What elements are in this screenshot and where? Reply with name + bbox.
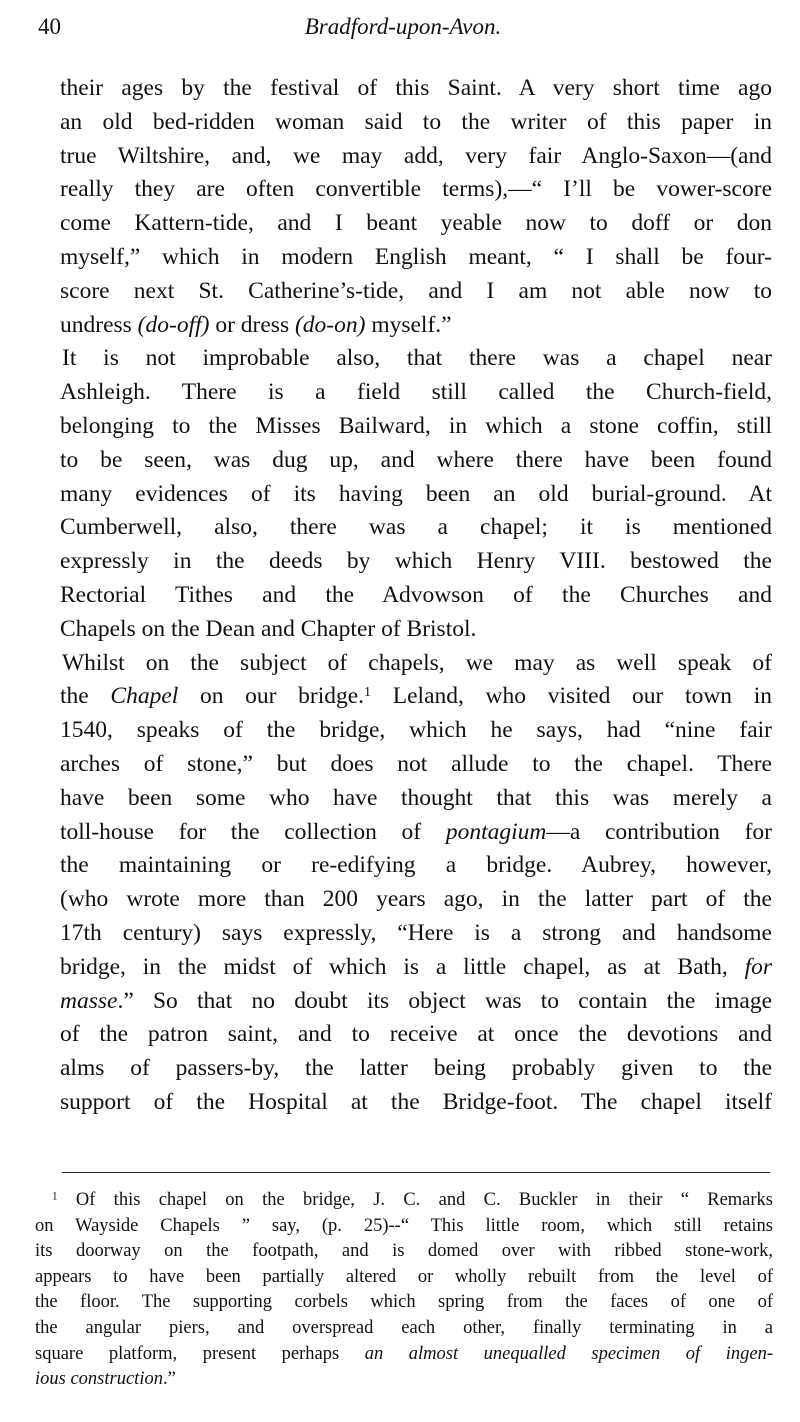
text-segment: its doorway on the footpath, and is domed over with ribbed stone-work, — [35, 1241, 773, 1262]
text-segment: of the patron saint, and to receive at once the devotions and — [60, 1021, 772, 1048]
footnote-line — [35, 1265, 773, 1291]
text-line — [60, 410, 772, 444]
text-segment: to be seen, was dug up, and where there have been found — [60, 446, 772, 473]
text-line — [60, 1086, 772, 1120]
text-segment: many evidences of its having been an old burial-ground. At — [60, 480, 772, 507]
text-segment: Ashleigh. There is a field still called the Church-field, — [60, 379, 772, 406]
text-segment: Whilst on the subject of chapels, we may as well speak of — [62, 649, 772, 676]
text-line — [60, 241, 772, 275]
text-line — [60, 478, 772, 512]
italic-text: (do-off) — [137, 311, 210, 338]
text-line — [60, 816, 772, 850]
text-line — [60, 748, 772, 782]
text-segment: toll-house for the collection of — [60, 818, 446, 845]
text-segment: the maintaining or re-edifying a bridge. Aubrey, however, — [60, 852, 772, 879]
text-segment: on our bridge. — [178, 683, 365, 710]
text-line — [60, 140, 772, 174]
footnote-line — [35, 1239, 773, 1265]
text-segment: or dress — [209, 311, 295, 338]
text-line — [60, 275, 772, 309]
text-segment: —a contribution for — [546, 818, 772, 845]
text-line — [60, 511, 772, 545]
text-segment: It is not improbable also, that there was a chapel near — [62, 345, 772, 372]
text-line — [60, 883, 772, 917]
text-line — [60, 106, 772, 140]
italic-text: an almost unequalled specimen of ingen- — [364, 1343, 773, 1364]
running-header — [38, 14, 768, 48]
body-text — [60, 72, 772, 1120]
text-line — [60, 985, 772, 1019]
text-segment: .” So that no doubt its object was to contain the image — [117, 987, 772, 1014]
text-line — [60, 545, 772, 579]
text-segment: bridge, in the midst of which is a little chapel, as at Bath, — [60, 953, 745, 980]
footnote-line — [35, 1342, 773, 1368]
italic-text: for — [744, 953, 772, 980]
text-line — [60, 849, 772, 883]
text-segment: 1540, speaks of the bridge, which he says, had “nine fair — [60, 717, 772, 744]
text-segment: come Kattern-tide, and I beant yeable now to doff or don — [60, 210, 772, 237]
text-segment: Chapels on the Dean and Chapter of Bristol. — [60, 615, 477, 642]
text-line — [60, 342, 772, 376]
text-line — [60, 647, 772, 681]
text-segment: myself,” which in modern English meant, “ I shall be four- — [60, 243, 772, 270]
text-line — [60, 444, 772, 478]
text-segment: the angular piers, and overspread each other, finally terminating in a — [35, 1317, 773, 1338]
text-line — [60, 207, 772, 241]
text-segment: have been some who have thought that this was merely a — [60, 784, 772, 811]
text-segment: an old bed-ridden woman said to the writer of this paper in — [60, 108, 772, 135]
text-line — [60, 173, 772, 207]
text-segment: square platform, present perhaps — [35, 1343, 365, 1364]
footnote-line — [35, 1214, 773, 1240]
footnote-rule — [62, 1172, 770, 1173]
text-line — [60, 1052, 772, 1086]
text-segment: (who wrote more than 200 years ago, in the latter part of the — [60, 886, 772, 913]
text-segment: 17th century) says expressly, “Here is a strong and handsome — [60, 919, 772, 946]
running-title: Bradford-upon-Avon. — [304, 14, 502, 39]
text-segment: Leland, who visited our town in — [371, 683, 772, 710]
italic-text: Chapel — [110, 683, 179, 710]
text-line — [60, 917, 772, 951]
text-line — [60, 376, 772, 410]
text-segment: appears to have been partially altered or wholly rebuilt from the level of — [35, 1266, 773, 1287]
footnote-line — [35, 1316, 773, 1342]
text-segment: the — [60, 683, 111, 710]
italic-text: masse — [60, 987, 118, 1014]
footnote-marker: 1 — [52, 1190, 58, 1203]
page-number: 40 — [38, 14, 61, 39]
text-segment: arches of stone,” but does not allude to the chapel. There — [60, 750, 772, 777]
text-segment: on Wayside Chapels ” say, (p. 25)--“ This little room, which still retains — [35, 1215, 773, 1236]
footnote-line — [35, 1290, 773, 1316]
text-line — [60, 309, 772, 343]
italic-text: (do-on) — [294, 311, 366, 338]
text-segment: score next St. Catherine’s-tide, and I am not able now to — [60, 277, 772, 304]
text-line — [60, 782, 772, 816]
footnote-line — [35, 1367, 773, 1393]
text-segment: true Wiltshire, and, we may add, very fair Anglo-Saxon—(and — [60, 142, 772, 169]
text-segment: Rectorial Tithes and the Advowson of the Churches and — [60, 581, 772, 608]
italic-text: ious construction — [35, 1369, 163, 1390]
text-line — [60, 951, 772, 985]
text-line — [60, 680, 772, 714]
text-segment: their ages by the festival of this Saint. A very short time ago — [60, 75, 772, 101]
text-segment: Of this chapel on the bridge, J. C. and C. Buckler in their “ Remarks — [57, 1190, 773, 1210]
text-segment: undress — [60, 311, 138, 338]
text-segment: belonging to the Misses Bailward, in which a stone coffin, still — [60, 412, 772, 439]
text-segment: expressly in the deeds by which Henry VIII. bestowed the — [60, 548, 772, 575]
text-segment: alms of passers-by, the latter being probably given to the — [60, 1055, 772, 1082]
text-segment: myself.” — [365, 311, 452, 338]
text-line — [60, 613, 772, 647]
text-segment: support of the Hospital at the Bridge-foot. The chapel itself — [60, 1088, 772, 1115]
footnotes — [35, 1188, 773, 1393]
text-line — [60, 1018, 772, 1052]
text-segment: .” — [162, 1369, 176, 1390]
italic-text: pontagium — [445, 818, 547, 845]
text-line — [60, 714, 772, 748]
text-segment: the floor. The supporting corbels which spring from the faces of one of — [35, 1292, 773, 1313]
text-line — [60, 579, 772, 613]
text-segment: really they are often convertible terms),—“ I’ll be vower-score — [60, 176, 772, 203]
text-line — [60, 72, 772, 106]
footnote-line — [35, 1188, 773, 1214]
footnote-marker: 1 — [364, 684, 372, 701]
text-segment: Cumberwell, also, there was a chapel; it is mentioned — [60, 514, 772, 541]
